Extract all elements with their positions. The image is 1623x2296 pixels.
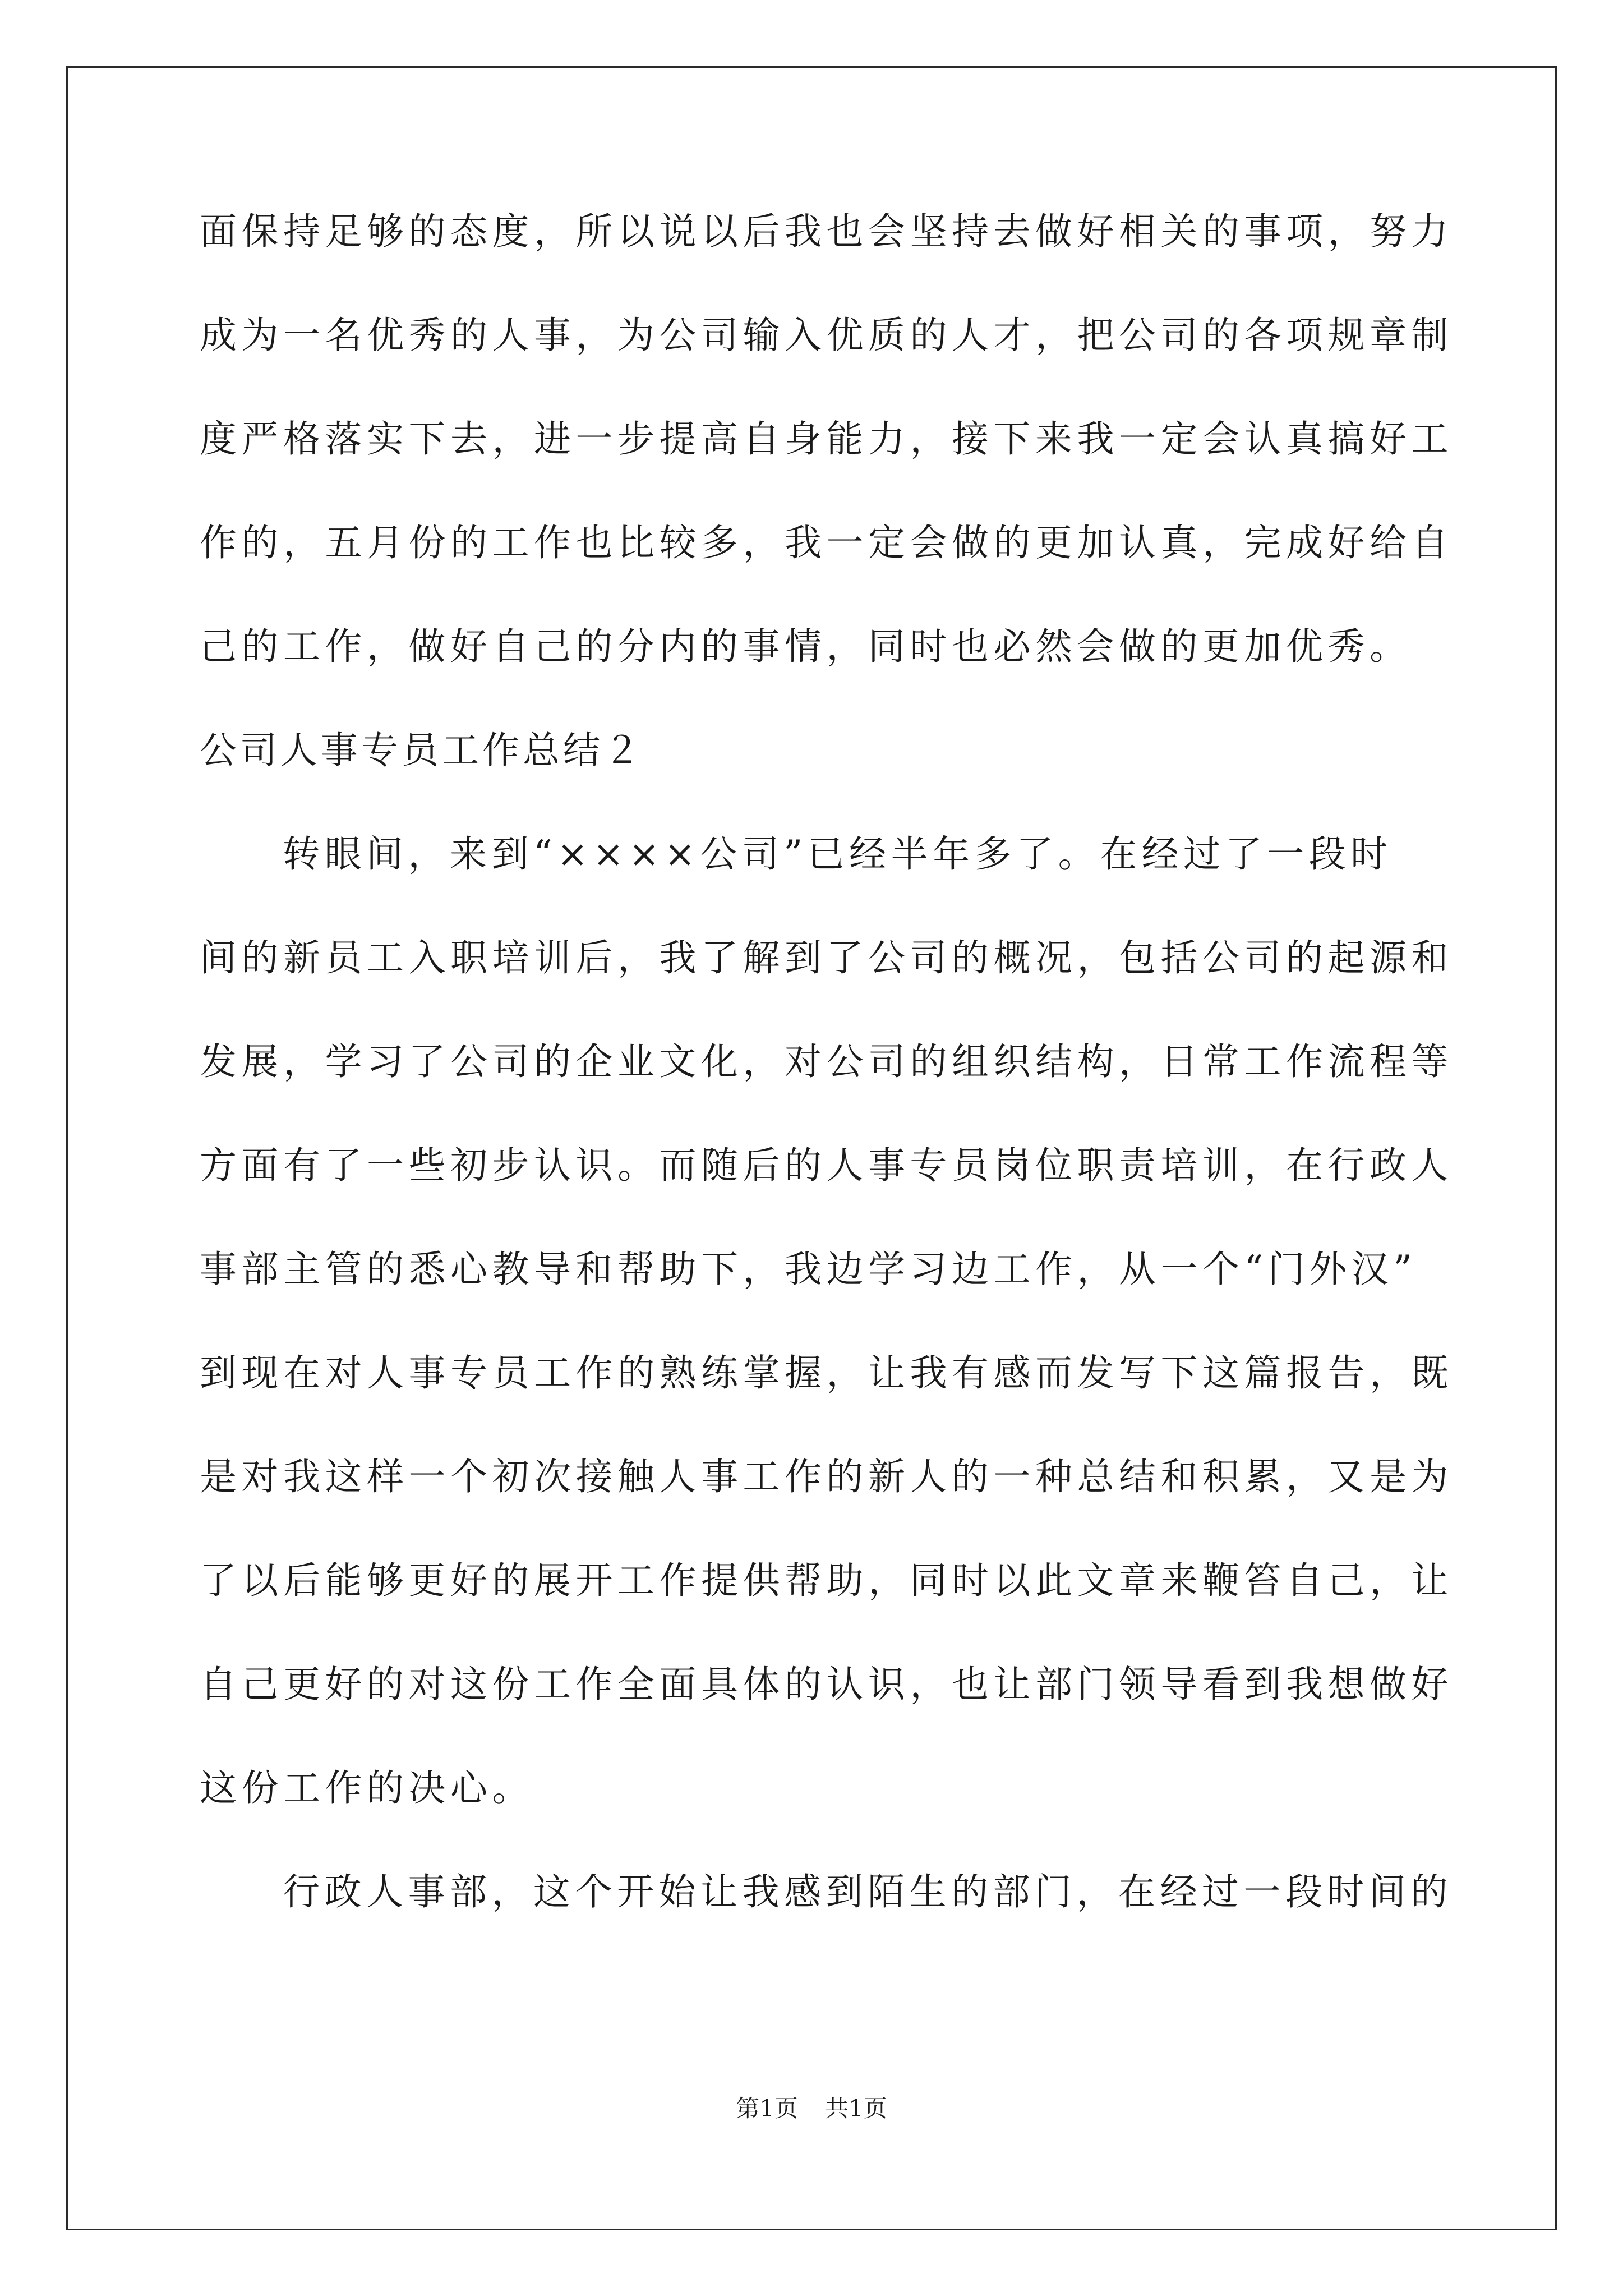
paragraph-line: 这份工作的决心。 <box>200 1766 534 1810</box>
page-footer <box>0 2097 1623 2120</box>
paragraph-line: 事部主管的悉心教导和帮助下，我边学习边工作，从一个“门外汉” <box>200 1248 1417 1291</box>
paragraph-line: 行政人事部，这个开始让我感到陌生的部门，在经过一段时间的 <box>283 1870 1453 1913</box>
paragraph-line: 作的，五月份的工作也比较多，我一定会做的更加认真，完成好给自 <box>200 521 1453 564</box>
paragraph-line: 己的工作，做好自己的分内的事情，同时也必然会做的更加优秀。 <box>200 625 1412 668</box>
paragraph-line: 发展，学习了公司的企业文化，对公司的组织结构，日常工作流程等 <box>200 1040 1453 1083</box>
section-title: 公司人事专员工作总结２ <box>200 729 644 772</box>
paragraph-line: 成为一名优秀的人事，为公司输入优质的人才，把公司的各项规章制 <box>200 314 1453 357</box>
paragraph-line: 自己更好的对这份工作全面具体的认识，也让部门领导看到我想做好 <box>200 1663 1453 1706</box>
paragraph-line: 了以后能够更好的展开工作提供帮助，同时以此文章来鞭笞自己，让 <box>200 1559 1453 1602</box>
paragraph-line: 到现在对人事专员工作的熟练掌握，让我有感而发写下这篇报告，既 <box>200 1351 1453 1395</box>
paragraph-line: 度严格落实下去，进一步提高自身能力，接下来我一定会认真搞好工 <box>200 417 1453 461</box>
document-body <box>200 210 1453 1977</box>
paragraph-line: 间的新员工入职培训后，我了解到了公司的概况，包括公司的起源和 <box>200 936 1453 979</box>
paragraph-line: 转眼间，来到“××××公司”已经半年多了。在经过了一段时 <box>283 832 1393 876</box>
paragraph-line: 面保持足够的态度，所以说以后我也会坚持去做好相关的事项，努力 <box>200 210 1453 253</box>
paragraph-line: 方面有了一些初步认识。而随后的人事专员岗位职责培训，在行政人 <box>200 1144 1453 1187</box>
page-number: 第1页 <box>736 2095 798 2122</box>
paragraph-line: 是对我这样一个初次接触人事工作的新人的一种总结和积累，又是为 <box>200 1455 1453 1498</box>
page-total: 共1页 <box>825 2095 887 2122</box>
